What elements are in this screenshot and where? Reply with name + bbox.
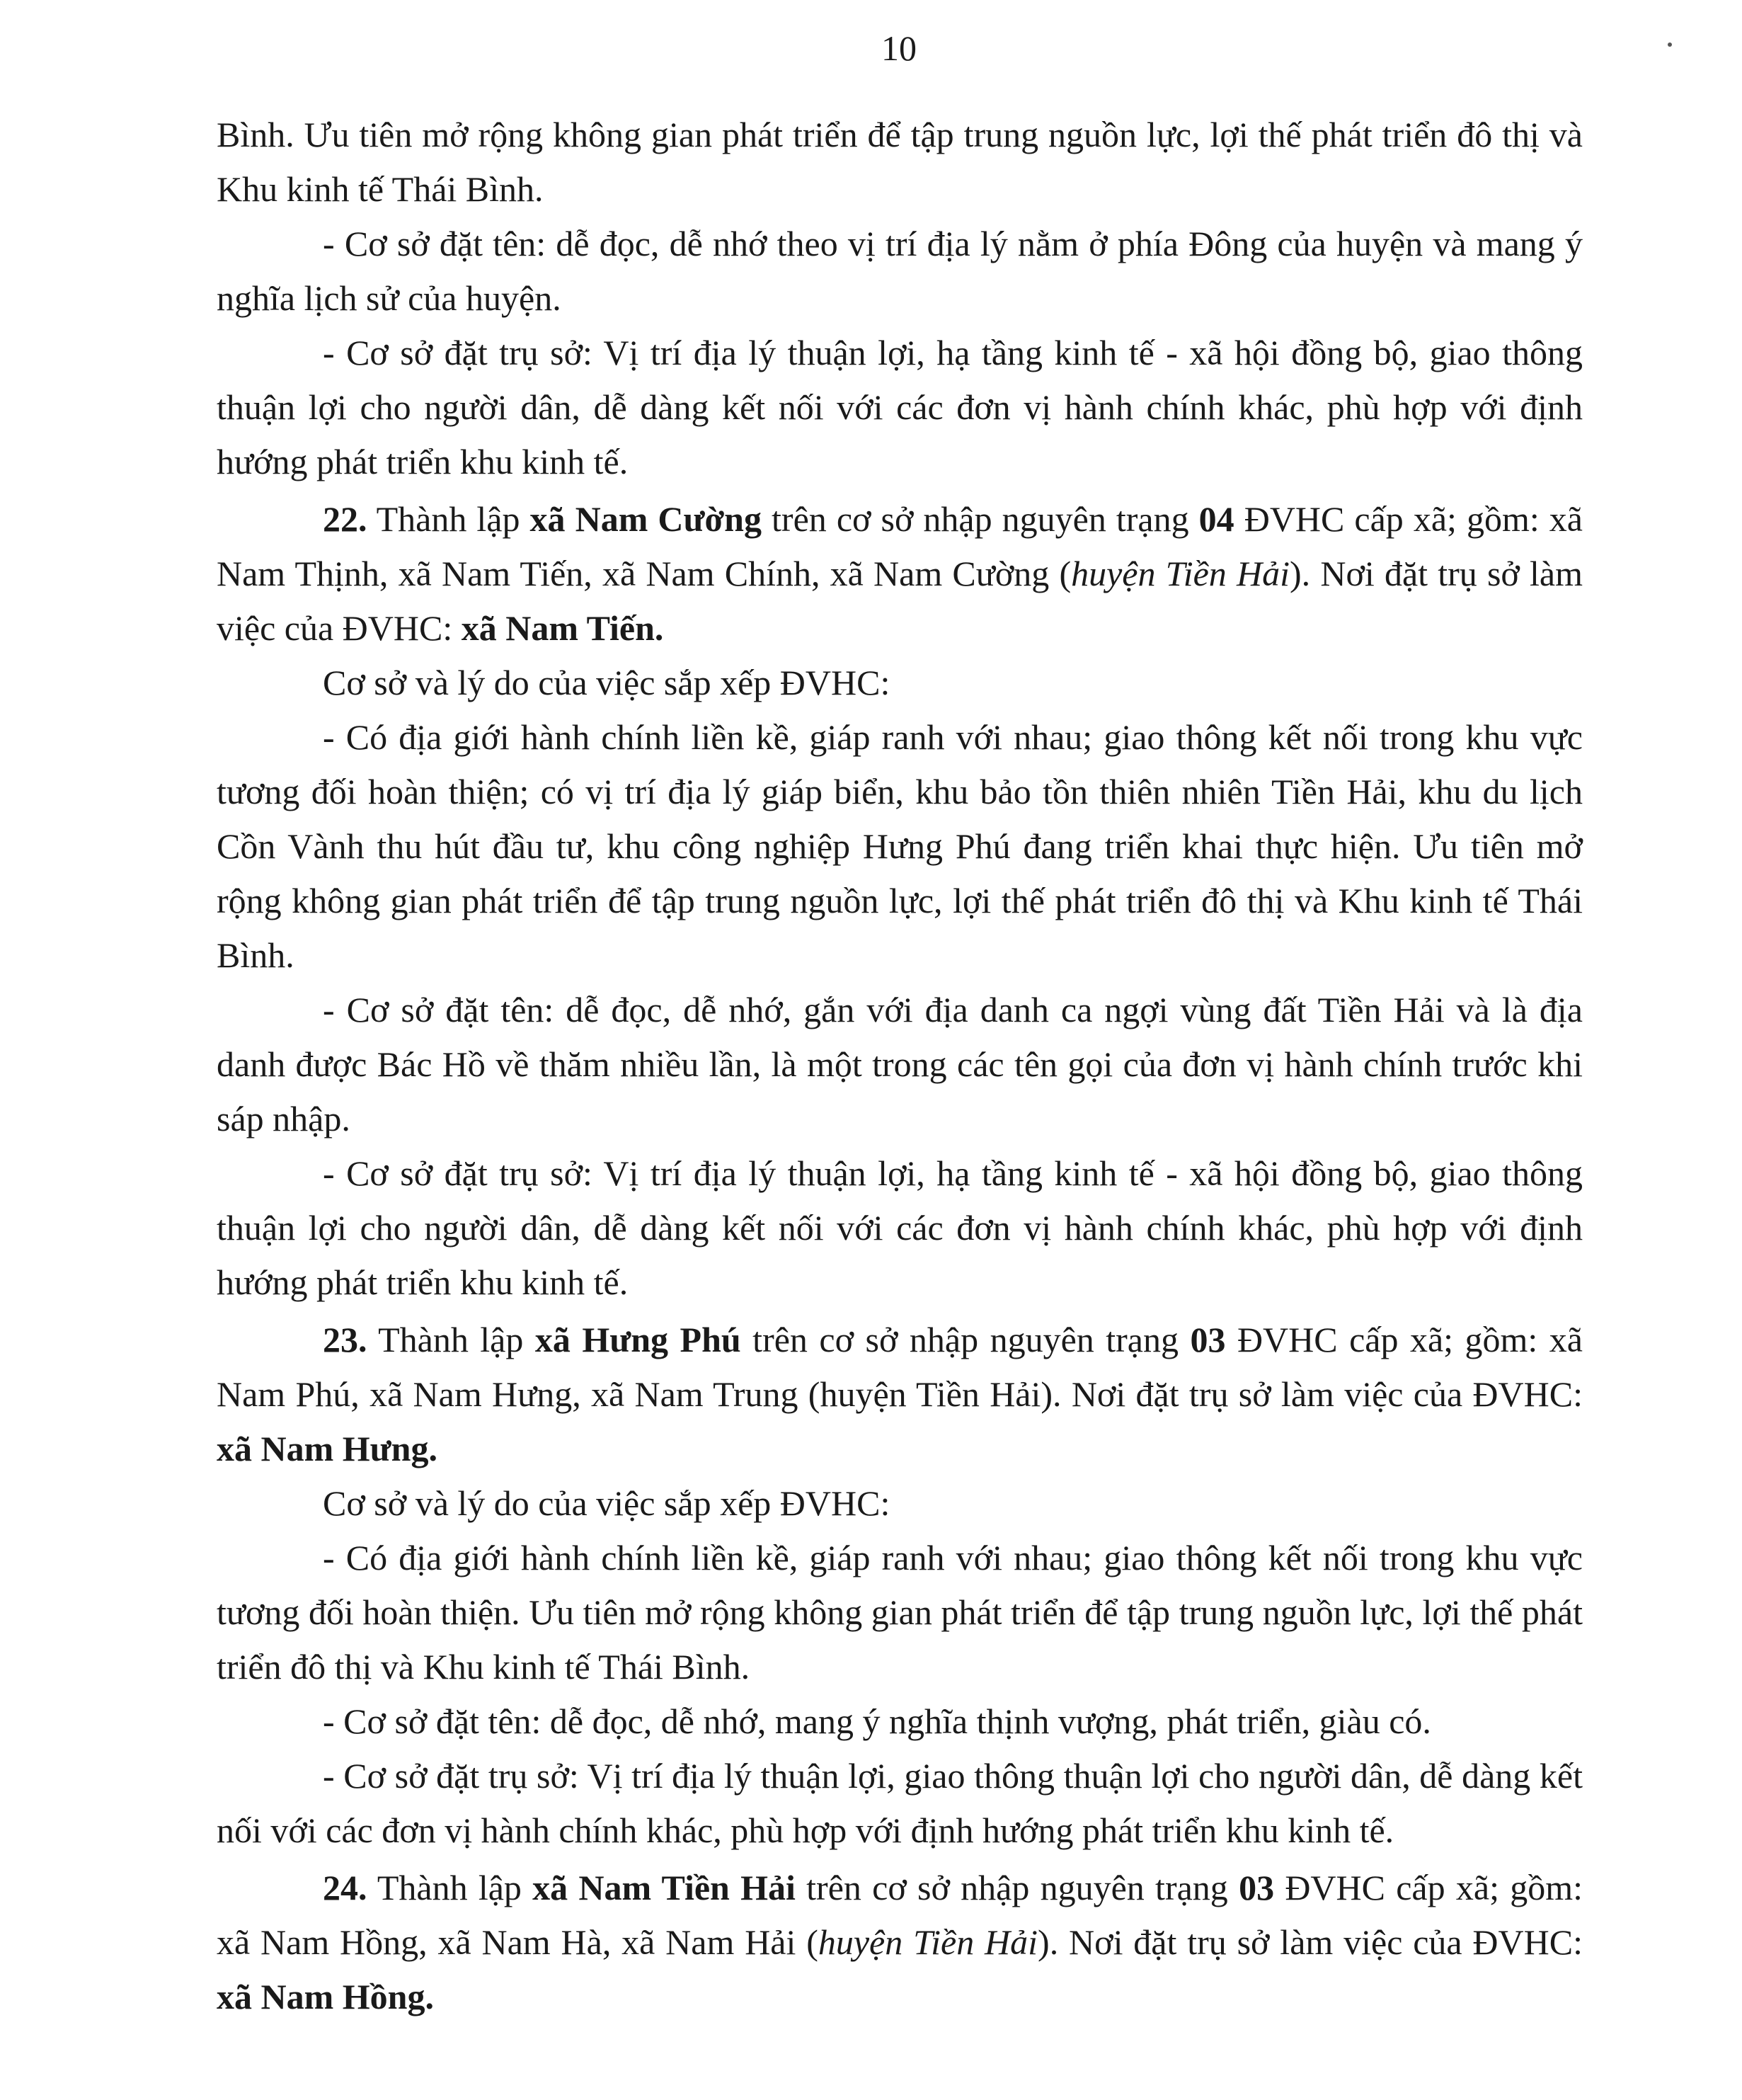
paragraph-naming-basis: - Cơ sở đặt tên: dễ đọc, dễ nhớ, gắn với địa danh ca ngợi vùng đất Tiền Hải và là địa danh được Bác Hồ về thăm nhiều lần, là một trong các tên gọi của đơn vị hành chính trước khi sáp nhập. [217, 990, 1583, 1139]
item-number: 23. [323, 1320, 367, 1359]
item-text: ĐVHC cấp xã; gồm: xã Nam Phú, xã Nam Hưng, xã Nam Trung (huyện Tiền Hải). Nơi đặt trụ sở làm việc của ĐVHC: [217, 1320, 1583, 1414]
item-text: ĐVHC cấp xã; gồm: xã Nam Hồng, xã Nam Hà, xã Nam Hải ( [217, 1868, 1583, 1962]
scan-speck [1668, 42, 1672, 47]
unit-count: 04 [1198, 499, 1234, 539]
item-text: Thành lập [367, 1868, 533, 1907]
item-23 [217, 1313, 1583, 1476]
paragraph-boundary-basis: - Có địa giới hành chính liền kề, giáp ranh với nhau; giao thông kết nối trong khu vực tương đối hoàn thiện; có vị trí địa lý giáp biển, khu bảo tồn thiên nhiên Tiền Hải, khu du lịch Cồn Vành thu hút đầu tư, khu công nghiệp Hưng Phú đang triển khai thực hiện. Ưu tiên mở rộng không gian phát triển để tập trung nguồn lực, lợi thế phát triển đô thị và Khu kinh tế Thái Bình. [217, 717, 1583, 975]
district-name: huyện Tiền Hải [818, 1922, 1038, 1962]
paragraph-naming-basis: - Cơ sở đặt tên: dễ đọc, dễ nhớ, mang ý nghĩa thịnh vượng, phát triển, giàu có. [323, 1701, 1431, 1741]
paragraph-basis-heading: Cơ sở và lý do của việc sắp xếp ĐVHC: [323, 1483, 890, 1523]
item-text: ). Nơi đặt trụ sở làm việc của ĐVHC: [1038, 1922, 1583, 1962]
item-22 [217, 492, 1583, 656]
item-text: ). Nơi đặt trụ sở làm việc của ĐVHC: [217, 554, 1583, 648]
unit-count: 03 [1190, 1320, 1226, 1359]
item-text: Thành lập [367, 1320, 535, 1359]
paragraph-continuation: Bình. Ưu tiên mở rộng không gian phát triển để tập trung nguồn lực, lợi thế phát triển đô thị và Khu kinh tế Thái Bình. [217, 115, 1583, 209]
district-name: huyện Tiền Hải [1071, 554, 1290, 593]
paragraph-basis-heading: Cơ sở và lý do của việc sắp xếp ĐVHC: [323, 663, 890, 702]
commune-name: xã Hưng Phú [534, 1320, 741, 1359]
document-body [217, 108, 1583, 2024]
paragraph-headquarters-basis: - Cơ sở đặt trụ sở: Vị trí địa lý thuận lợi, hạ tầng kinh tế - xã hội đồng bộ, giao thông thuận lợi cho người dân, dễ dàng kết nối với các đơn vị hành chính khác, phù hợp với định hướng phát triển khu kinh tế. [217, 333, 1583, 481]
item-text: trên cơ sở nhập nguyên trạng [795, 1868, 1239, 1907]
paragraph-headquarters-basis: - Cơ sở đặt trụ sở: Vị trí địa lý thuận lợi, hạ tầng kinh tế - xã hội đồng bộ, giao thông thuận lợi cho người dân, dễ dàng kết nối với các đơn vị hành chính khác, phù hợp với định hướng phát triển khu kinh tế. [217, 1153, 1583, 1302]
item-text: ĐVHC cấp xã; gồm: xã Nam Thịnh, xã Nam Tiến, xã Nam Chính, xã Nam Cường ( [217, 499, 1583, 593]
paragraph-headquarters-basis: - Cơ sở đặt trụ sở: Vị trí địa lý thuận lợi, giao thông thuận lợi cho người dân, dễ dàng kết nối với các đơn vị hành chính khác, phù hợp với định hướng phát triển khu kinh tế. [217, 1756, 1583, 1850]
headquarters-commune: xã Nam Hồng. [217, 1977, 434, 2016]
item-text: Thành lập [367, 499, 530, 539]
paragraph-naming-basis: - Cơ sở đặt tên: dễ đọc, dễ nhớ theo vị trí địa lý nằm ở phía Đông của huyện và mang ý nghĩa lịch sử của huyện. [217, 224, 1583, 318]
item-number: 24. [323, 1868, 367, 1907]
commune-name: xã Nam Cường [529, 499, 762, 539]
commune-name: xã Nam Tiền Hải [532, 1868, 796, 1907]
item-text: trên cơ sở nhập nguyên trạng [740, 1320, 1191, 1359]
unit-count: 03 [1239, 1868, 1275, 1907]
headquarters-commune: xã Nam Tiến. [461, 608, 664, 648]
headquarters-commune: xã Nam Hưng. [217, 1429, 437, 1468]
item-24 [217, 1861, 1583, 2024]
page-number: 10 [881, 28, 917, 68]
paragraph-boundary-basis: - Có địa giới hành chính liền kề, giáp ranh với nhau; giao thông kết nối trong khu vực tương đối hoàn thiện. Ưu tiên mở rộng không gian phát triển để tập trung nguồn lực, lợi thế phát triển đô thị và Khu kinh tế Thái Bình. [217, 1538, 1583, 1687]
item-number: 22. [323, 499, 367, 539]
item-text: trên cơ sở nhập nguyên trạng [762, 499, 1199, 539]
